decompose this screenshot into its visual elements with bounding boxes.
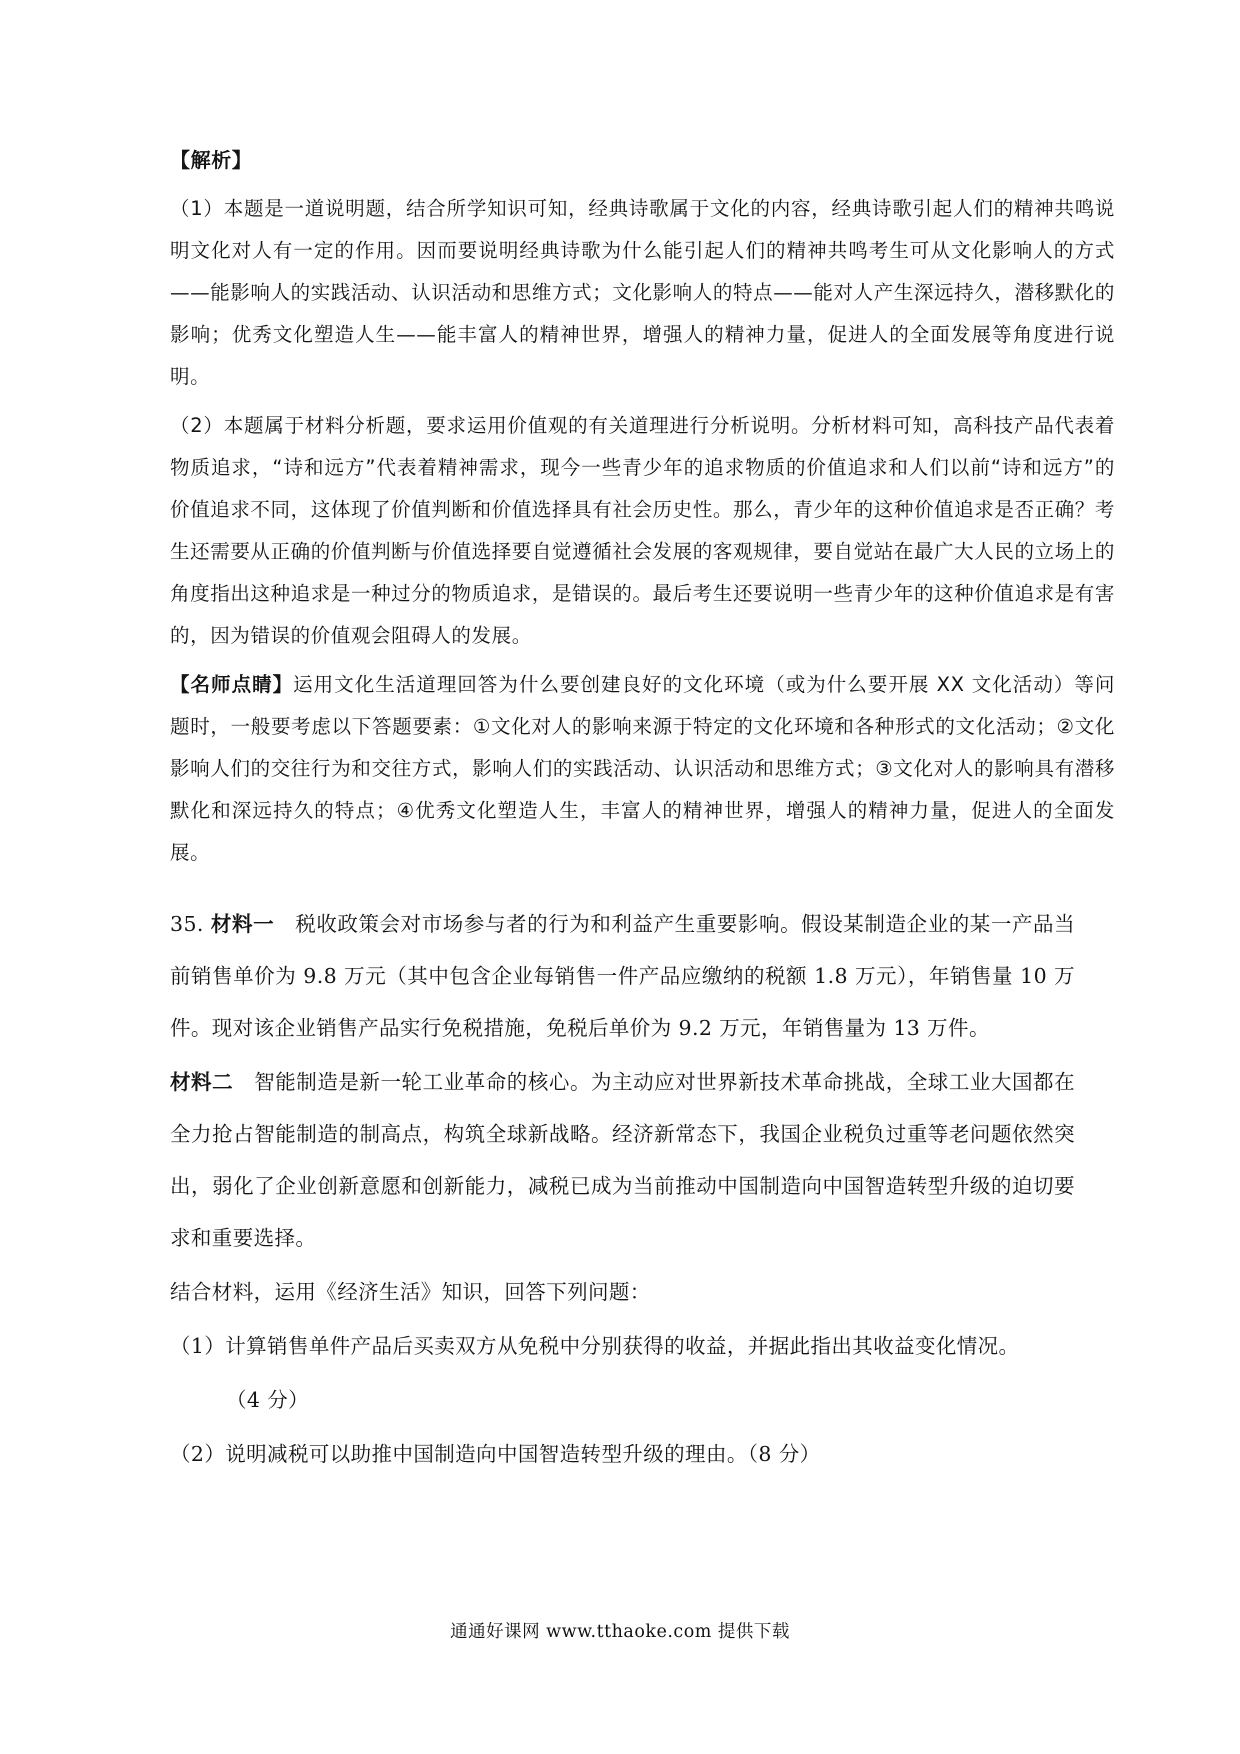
- sub-question-1-text: （1）计算销售单件产品后买卖双方从免税中分别获得的收益，并据此指出其收益变化情况。: [170, 1334, 1020, 1358]
- teacher-tips-paragraph: [170, 664, 1115, 874]
- analysis-paragraph-2: （2）本题属于材料分析题，要求运用价值观的有关道理进行分析说明。分析材料可知，高科技产品代表着物质追求，“诗和远方”代表着精神需求，现今一些青少年的追求物质的价值追求和人们以前“诗和远方”的价值追求不同，这体现了价值判断和价值选择具有社会历史性。那么，青少年的这种价值追求是否正确？考生还需要从正确的价值判断与价值选择要自觉遵循社会发展的客观规律，要自觉站在最广大人民的立场上的角度指出这种追求是一种过分的物质追求，是错误的。最后考生还要说明一些青少年的这种价值追求是有害的，因为错误的价值观会阻碍人的发展。: [170, 414, 1115, 647]
- footer-text: 通通好课网 www.tthaoke.com 提供下载: [450, 1622, 790, 1642]
- analysis-heading: 【解析】: [170, 148, 253, 172]
- teacher-tips-text: 运用文化生活道理回答为什么要创建良好的文化环境（或为什么要开展 XX 文化活动）等问题时，一般要考虑以下答题要素：①文化对人的影响来源于特定的文化环境和各种形式的文化活动；②文化影响人们的交往行为和交往方式，影响人们的实践活动、认识活动和思维方式；③文化对人的影响具有潜移默化和深远持久的特点；④优秀文化塑造人生，丰富人的精神世界，增强人的精神力量，促进人的全面发展。: [170, 673, 1115, 864]
- instruction-line: 结合材料，运用《经济生活》知识，回答下列问题：: [170, 1280, 651, 1304]
- question-35-number: 35.: [170, 912, 211, 936]
- material-1-label: 材料一: [210, 912, 275, 936]
- material-2-text: 智能制造是新一轮工业革命的核心。为主动应对世界新技术革命挑战，全球工业大国都在全力抢占智能制造的制高点，构筑全球新战略。经济新常态下，我国企业税负过重等老问题依然突出，弱化了企业创新意愿和创新能力，减税已成为当前推动中国制造向中国智造转型升级的迫切要求和重要选择。: [170, 1070, 1076, 1250]
- material-2-paragraph: [170, 1056, 1075, 1264]
- sub-question-1-score: （4 分）: [226, 1388, 310, 1412]
- analysis-paragraph-1: （1）本题是一道说明题，结合所学知识可知，经典诗歌属于文化的内容，经典诗歌引起人们的精神共鸣说明文化对人有一定的作用。因而要说明经典诗歌为什么能引起人们的精神共鸣考生可从文化影响人的方式——能影响人的实践活动、认识活动和思维方式；文化影响人的特点——能对人产生深远持久，潜移默化的影响；优秀文化塑造人生——能丰富人的精神世界，增强人的精神力量，促进人的全面发展等角度进行说明。: [170, 197, 1115, 388]
- material-2-label: 材料二: [170, 1070, 234, 1094]
- teacher-tips-label: 【名师点睛】: [170, 673, 294, 696]
- material-1-text: 税收政策会对市场参与者的行为和利益产生重要影响。假设某制造企业的某一产品当前销售单价为 9.8 万元（其中包含企业每销售一件产品应缴纳的税额 1.8 万元），年销售量 10 万件。现对该企业销售产品实行免税措施，免税后单价为 9.2 万元，年销售量为 13 万件。: [170, 912, 1076, 1040]
- question-35-section: [170, 898, 1075, 1480]
- sub-question-2-text: （2）说明减税可以助推中国制造向中国智造转型升级的理由。（8 分）: [170, 1442, 821, 1466]
- document-page: [170, 140, 1115, 1482]
- material-1-paragraph: [170, 898, 1075, 1054]
- analysis-section: [170, 140, 1115, 874]
